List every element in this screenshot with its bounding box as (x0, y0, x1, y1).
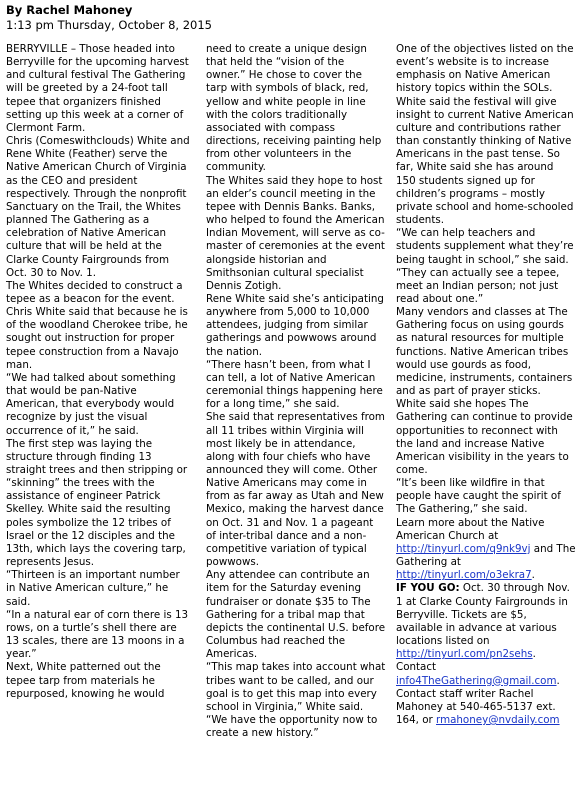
paragraph: The Whites said they hope to host an elder’s council meeting in the tepee with Dennis Banks. Banks, who helped to found the American Indian Movement, will serve as co-master of ceremonies at the event alongside historian and Smithsonian cultural specialist Dennis Zotigh. (206, 174, 385, 292)
the-gathering-link[interactable]: http://tinyurl.com/o3ekra7 (396, 569, 532, 582)
paragraph: “We had talked about something that would be pan-Native American, that everybody would recognize by just the visual occurrence of it,” he said. (6, 371, 176, 437)
paragraph: “This map takes into account what tribes want to be called, and our goal is to get this map into every school in Virginia,” White said. “We have the opportunity now to create a new history.” (206, 661, 386, 740)
article-column-1 (6, 43, 192, 701)
paragraph: BERRYVILLE – Those headed into Berryville for the upcoming harvest and cultural festival The Gathering will be greeted by a 24-foot tall tepee that organizers finished setting up this week at a corner of Clermont Farm. (6, 43, 189, 134)
article-column-2 (206, 43, 386, 740)
paragraph: Many vendors and classes at The Gathering focus on using gourds as natural resources for multiple functions. Native American tribes would use gourds as food, medicine, instruments, containers and as part of prayer sticks. (396, 306, 573, 398)
article-header (6, 3, 576, 33)
learn-more-text: and The Gathering at (396, 542, 576, 569)
paragraph: One of the objectives listed on the event’s website is to increase emphasis on Native American history topics within the SOLs. (396, 43, 574, 95)
learn-more-text: Learn more about the Native American Church at (396, 516, 545, 542)
native-american-church-link[interactable]: http://tinyurl.com/q9nk9vj (396, 542, 531, 555)
paragraph: White said she hopes The Gathering can continue to provide opportunities to reconnect with the land and increase Native American visibility in the years to come. (396, 398, 573, 476)
tickets-link[interactable]: http://tinyurl.com/pn2sehs (396, 648, 533, 661)
contact-text: . Contact (396, 648, 536, 674)
punctuation: . (556, 674, 560, 687)
article-column-3 (396, 43, 576, 727)
contact-text: Contact staff writer Rachel Mahoney at 540-465-5137 ext. 164, or (396, 687, 556, 726)
byline: By Rachel Mahoney (6, 3, 133, 17)
punctuation: . (531, 569, 535, 582)
paragraph: “In a natural ear of corn there is 13 rows, on a turtle’s shell there are 13 scales, there are 13 moons in a year.” (6, 608, 189, 661)
if-you-go-text: Oct. 30 through Nov. 1 at Clarke County Fairgrounds in Berryville. Tickets are $5, available in advance at various locations listed on (396, 582, 570, 648)
paragraph: need to create a unique design that held the “vision of the owner.” He chose to cover the tarp with symbols of black, red, yellow and white people in line with the colors traditionally associated with compass directions, receiving painting help from other volunteers in the community. (206, 43, 382, 174)
paragraph: She said that representatives from all 11 tribes within Virginia will most likely be in attendance, along with four chiefs who have announced they will come. Other Native Americans may come in from as far away as Utah and New Mexico, making the harvest dance on Oct. 31 and Nov. 1 a pageant of inter-tribal dance and a non-competitive variation of typical powwows. (206, 411, 385, 569)
dateline: 1:13 pm Thursday, October 8, 2015 (6, 18, 212, 32)
gathering-email-link[interactable]: info4TheGathering@gmail.com (396, 674, 557, 687)
learn-more-paragraph (396, 517, 576, 583)
paragraph: “Thirteen is an important number in Native American culture,” he said. (6, 569, 180, 608)
paragraph: “We can help teachers and students supplement what they’re being taught in school,” she said. “They can actually see a tepee, meet an Indian person; not just read about one.” (396, 227, 574, 305)
paragraph: Chris (Comeswithclouds) White and Rene White (Feather) serve the Native American Church of Virginia as the CEO and president respectively. Through the nonprofit Sanctuary on the Trail, the Whites planned The Gathering as a celebration of Native American culture that will be held at the Clarke County Fairgrounds from Oct. 30 to Nov. 1. (6, 135, 190, 279)
paragraph: The Whites decided to construct a tepee as a beacon for the event. Chris White said that because he is of the woodland Cherokee tribe, he sought out instruction for proper tepee construction from a Navajo man. (6, 279, 188, 371)
writer-email-link[interactable]: rmahoney@nvdaily.com (436, 713, 560, 726)
paragraph: “It’s been like wildfire in that people have caught the spirit of The Gathering,” she said. (396, 477, 561, 516)
paragraph: Next, White patterned out the tepee tarp from materials he repurposed, knowing he would (6, 661, 165, 700)
paragraph: The first step was laying the structure through finding 13 straight trees and then stripping or “skinning” the trees with the assistance of engineer Patrick Skelley. White said the resulting poles symbolize the 12 tribes of Israel or the 12 disciples and the 13th, which lays the covering tarp, represents Jesus. (6, 437, 188, 569)
paragraph: Rene White said she’s anticipating anywhere from 5,000 to 10,000 attendees, judging from similar gatherings and powwows around the nation. (206, 292, 384, 358)
paragraph: White said the festival will give insight to current Native American culture and contributions rather than constantly thinking of Native Americans in the past tense. So far, White said she has around 150 students signed up for children’s programs – mostly private school and home-schooled students. (396, 95, 574, 227)
if-you-go-label: IF YOU GO: (396, 582, 460, 595)
paragraph: “There hasn’t been, from what I can tell, a lot of Native American ceremonial things happening here for a long time,” she said. (206, 358, 383, 411)
paragraph: Any attendee can contribute an item for the Saturday evening fundraiser or donate $35 to The Gathering for a tribal map that depicts the continental U.S. before Columbus had reached the Americas. (206, 569, 386, 661)
contact-paragraph (396, 688, 576, 727)
if-you-go-paragraph (396, 582, 576, 687)
